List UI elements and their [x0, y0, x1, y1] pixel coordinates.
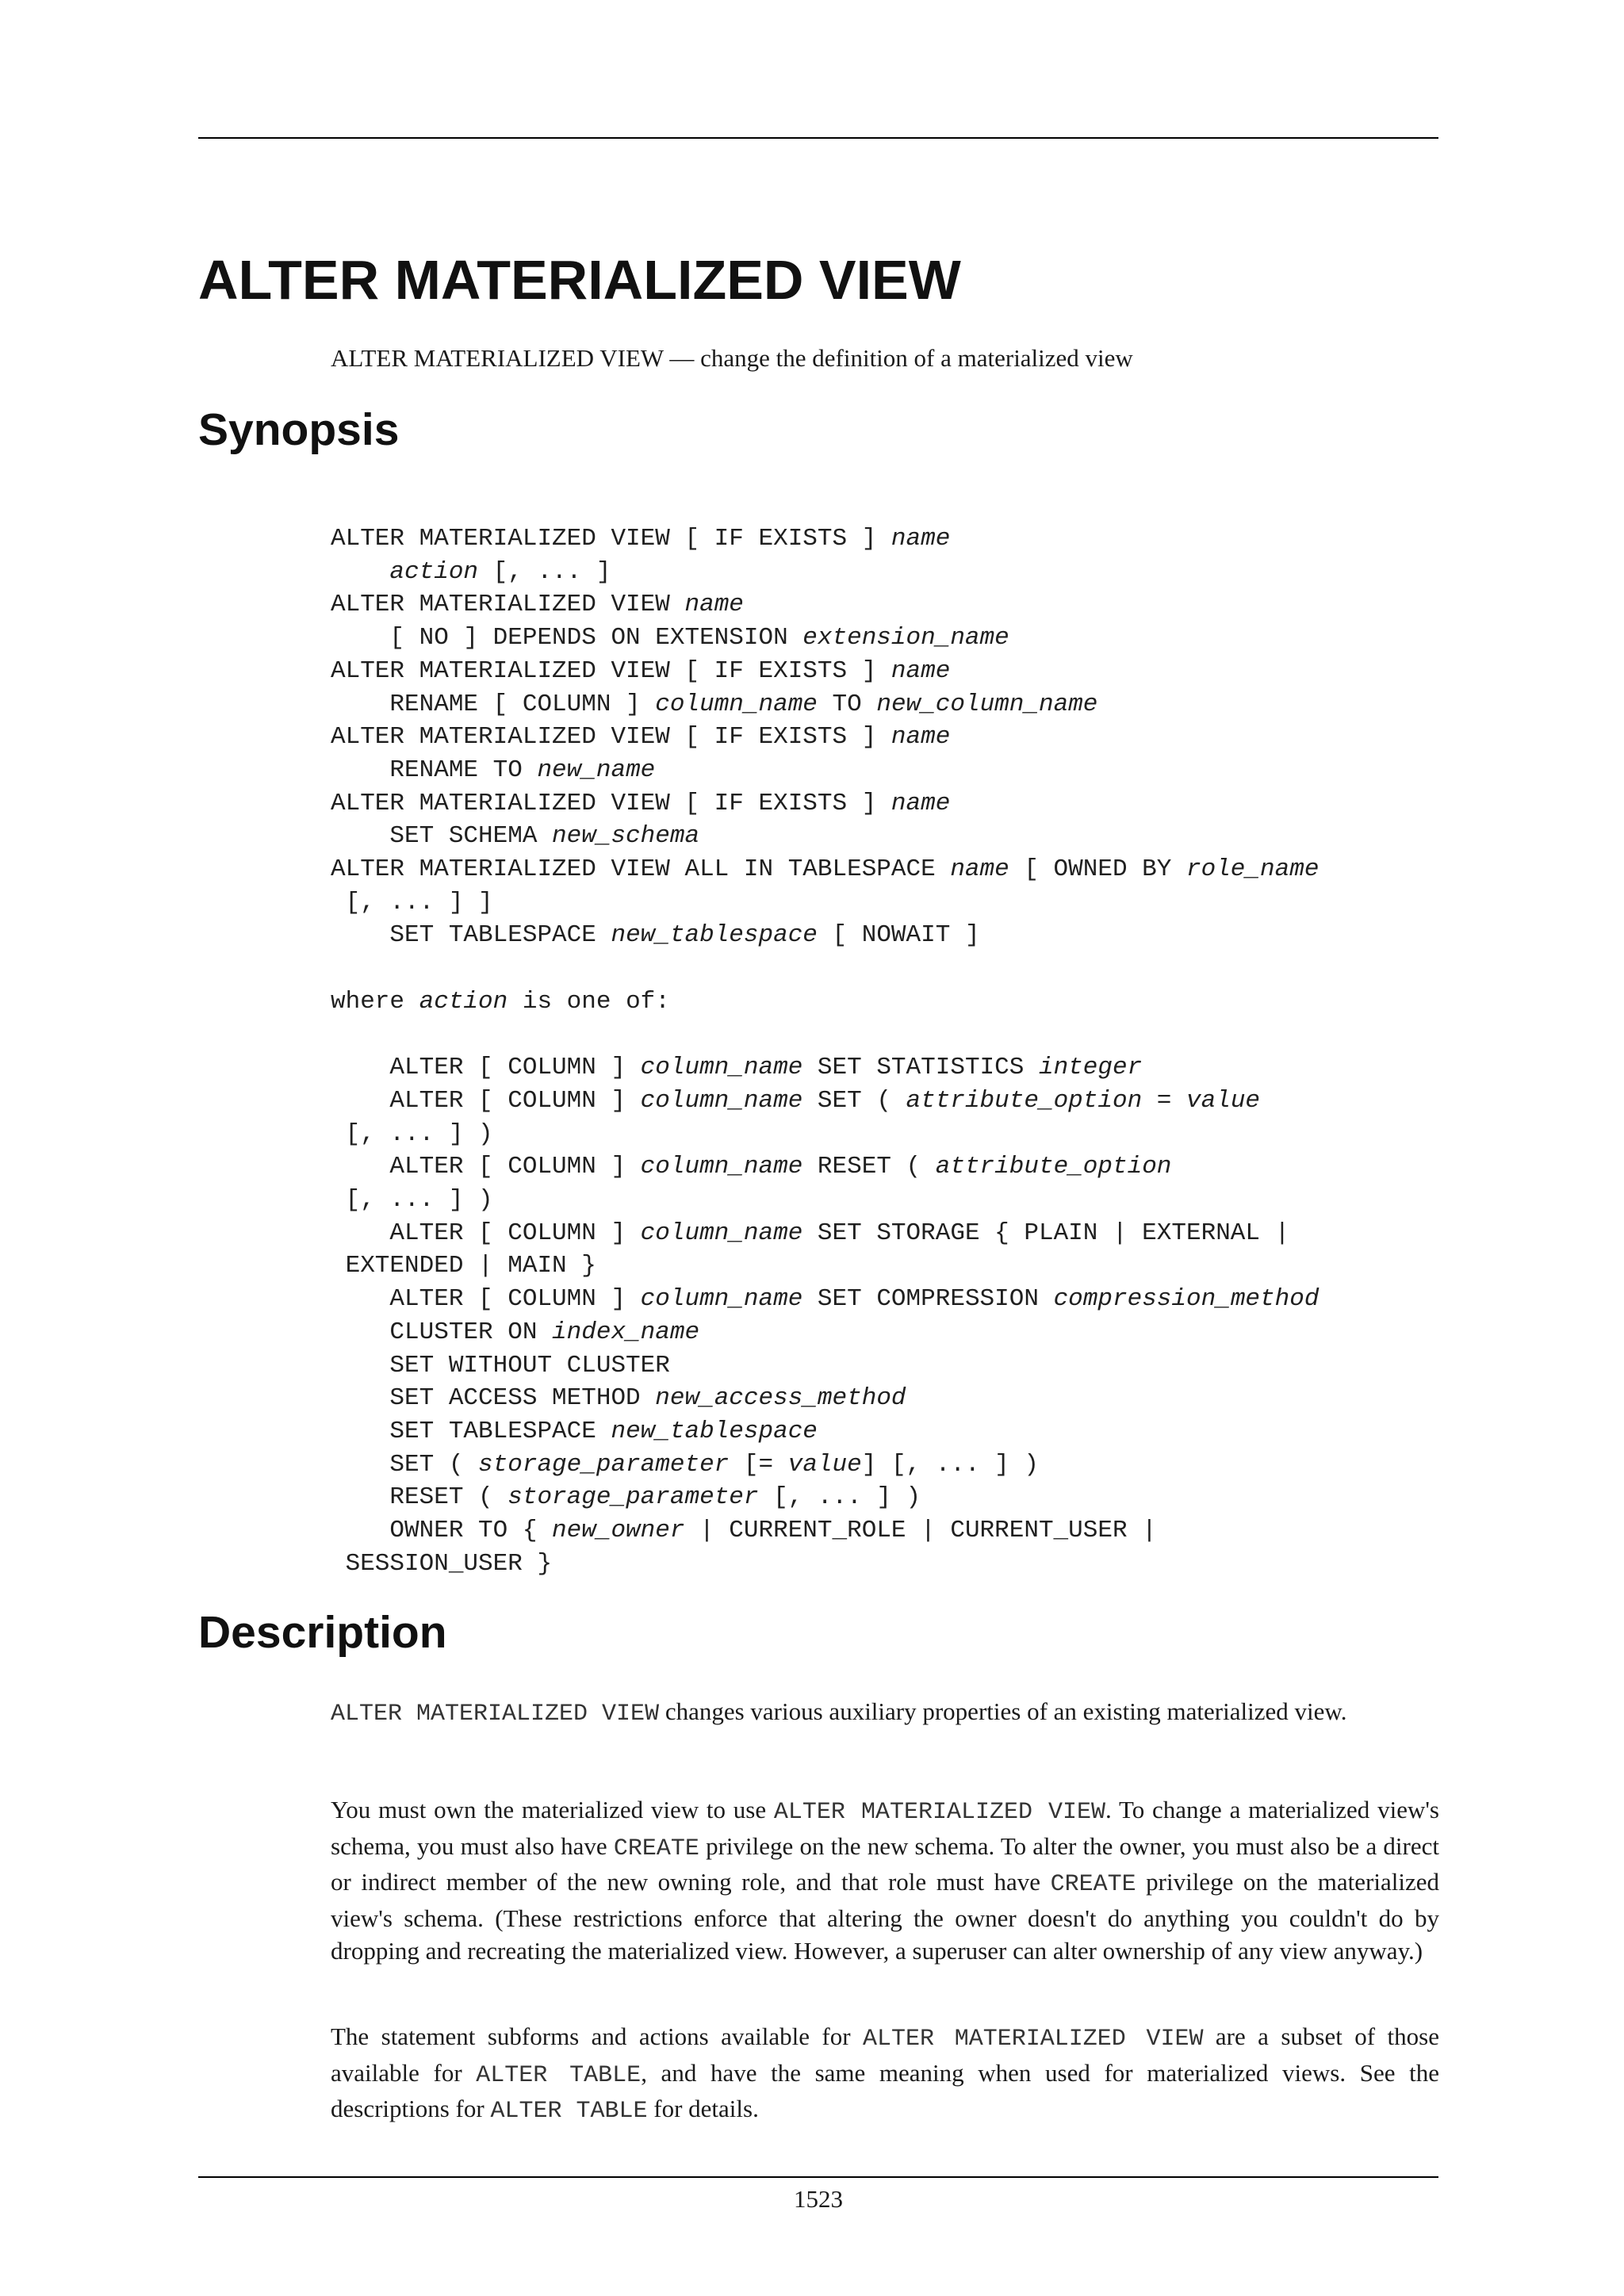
synopsis-text: RESET ( [802, 1153, 936, 1181]
synopsis-text: ] [, ... ] ) [861, 1450, 1039, 1479]
synopsis-placeholder: action [389, 557, 479, 586]
synopsis-placeholder: column_name [655, 690, 818, 718]
synopsis-text: [, ... ] ] [331, 888, 493, 916]
inline-code: ALTER MATERIALIZED VIEW [863, 2026, 1204, 2053]
synopsis-placeholder: new_tablespace [611, 921, 818, 950]
inline-code: ALTER MATERIALIZED VIEW [773, 1799, 1106, 1826]
paragraph-text: are a subset of those available for [331, 2022, 1439, 2087]
synopsis-placeholder: role_name [1186, 855, 1320, 884]
inline-code: ALTER TABLE [476, 2061, 642, 2089]
page-number: 1523 [794, 2185, 843, 2213]
synopsis-text: SET ( [802, 1086, 906, 1115]
paragraph-text: , and have the same meaning when used for materialized views. See the descriptions for [331, 2058, 1439, 2123]
synopsis-text: | CURRENT_ROLE | CURRENT_USER | [684, 1517, 1157, 1545]
synopsis-placeholder: new_name [537, 756, 656, 784]
synopsis-text: ALTER MATERIALIZED VIEW [331, 591, 685, 619]
synopsis-placeholder: action [419, 987, 508, 1016]
synopsis-text: SET ACCESS METHOD [331, 1384, 656, 1413]
synopsis-text: SET SCHEMA [331, 822, 553, 851]
synopsis-placeholder: new_owner [552, 1517, 685, 1545]
synopsis-placeholder: name [891, 525, 951, 553]
synopsis-placeholder: compression_method [1053, 1285, 1320, 1314]
synopsis-placeholder: name [684, 591, 744, 619]
synopsis-text: SET ( [331, 1450, 479, 1479]
synopsis-placeholder: column_name [640, 1153, 803, 1181]
synopsis-text: [, ... ] ) [758, 1483, 921, 1512]
synopsis-placeholder: value [787, 1450, 862, 1479]
synopsis-text: RESET ( [331, 1483, 508, 1512]
synopsis-placeholder: name [950, 855, 1009, 884]
synopsis-placeholder: attribute_option [935, 1153, 1172, 1181]
paragraph-text: You must own the materialized view to use [331, 1796, 774, 1823]
synopsis-text: [, ... ] ) [331, 1119, 493, 1148]
synopsis-placeholder: name [891, 789, 951, 817]
inline-code: CREATE [1050, 1871, 1136, 1899]
synopsis-placeholder: new_column_name [876, 690, 1098, 718]
synopsis-placeholder: column_name [640, 1219, 803, 1247]
synopsis-placeholder: new_schema [552, 822, 700, 851]
synopsis-placeholder: new_access_method [655, 1384, 906, 1413]
synopsis-placeholder: value [1186, 1086, 1261, 1115]
synopsis-placeholder: index_name [552, 1318, 700, 1346]
synopsis-placeholder: column_name [640, 1054, 803, 1082]
synopsis-placeholder: storage_parameter [478, 1450, 730, 1479]
synopsis-text: SET COMPRESSION [802, 1285, 1054, 1314]
description-paragraph [331, 1793, 1439, 1968]
synopsis-heading: Synopsis [198, 404, 400, 455]
synopsis-placeholder: column_name [640, 1086, 803, 1115]
description-paragraph [331, 2020, 1439, 2129]
synopsis-text: RENAME [ COLUMN ] [331, 690, 656, 718]
header-rule [198, 137, 1438, 139]
synopsis-text: ALTER MATERIALIZED VIEW ALL IN TABLESPACE [331, 855, 951, 884]
synopsis-text: ALTER MATERIALIZED VIEW [ IF EXISTS ] [331, 723, 891, 752]
synopsis-text: ALTER MATERIALIZED VIEW [ IF EXISTS ] [331, 656, 891, 685]
description-heading: Description [198, 1607, 447, 1658]
synopsis-text: [= [729, 1450, 788, 1479]
footer-rule [198, 2176, 1438, 2178]
synopsis-text: ALTER [ COLUMN ] [331, 1153, 641, 1181]
synopsis-text: ALTER [ COLUMN ] [331, 1054, 641, 1082]
page-title: ALTER MATERIALIZED VIEW [198, 249, 961, 311]
synopsis-placeholder: attribute_option [906, 1086, 1143, 1115]
synopsis-text: SET WITHOUT CLUSTER [331, 1351, 670, 1380]
synopsis-text: [, ... ] [478, 557, 611, 586]
synopsis-text: SET STORAGE { PLAIN | EXTERNAL | [802, 1219, 1290, 1247]
paragraph-text: . To change a materialized view's schema, you must also have [331, 1796, 1439, 1860]
synopsis-text: OWNER TO { [331, 1517, 553, 1545]
synopsis-text: [ NO ] DEPENDS ON EXTENSION [331, 624, 803, 652]
synopsis-text: SET TABLESPACE [331, 921, 611, 950]
synopsis-placeholder: name [891, 656, 951, 685]
synopsis-text: ALTER [ COLUMN ] [331, 1285, 641, 1314]
paragraph-text: for details. [647, 2095, 759, 2123]
synopsis-text: [, ... ] ) [331, 1186, 493, 1215]
synopsis-text: where [331, 987, 419, 1016]
synopsis-placeholder: column_name [640, 1285, 803, 1314]
inline-code: ALTER TABLE [490, 2098, 648, 2126]
synopsis-text: EXTENDED | MAIN } [331, 1252, 596, 1280]
synopsis-placeholder: name [891, 723, 951, 752]
synopsis-text: [ OWNED BY [1009, 855, 1186, 884]
synopsis-text [331, 558, 389, 586]
synopsis-text: ALTER MATERIALIZED VIEW [ IF EXISTS ] [331, 789, 891, 817]
synopsis-placeholder: new_tablespace [611, 1417, 818, 1445]
synopsis-code-block [331, 522, 1319, 1581]
synopsis-text: is one of: [508, 987, 670, 1016]
synopsis-text: ALTER [ COLUMN ] [331, 1219, 641, 1247]
synopsis-text: TO [817, 690, 877, 718]
synopsis-text: SET STATISTICS [802, 1054, 1039, 1082]
synopsis-placeholder: integer [1038, 1054, 1143, 1082]
synopsis-placeholder: storage_parameter [508, 1483, 759, 1512]
paragraph-text: changes various auxiliary properties of an existing materialized view. [659, 1697, 1347, 1725]
synopsis-text: CLUSTER ON [331, 1318, 553, 1346]
synopsis-text: SET TABLESPACE [331, 1417, 611, 1445]
synopsis-placeholder: extension_name [802, 624, 1009, 652]
paragraph-text: privilege on the new schema. To alter the owner, you must also be a direct or indirect member of the new owning role, and that role must have [331, 1831, 1439, 1896]
description-paragraph [331, 1695, 1439, 1732]
inline-code: ALTER MATERIALIZED VIEW [331, 1701, 660, 1728]
synopsis-text: [ NOWAIT ] [817, 921, 980, 950]
paragraph-text: privilege on the materialized view's schema. (These restrictions enforce that altering the owner doesn't do anything you couldn't do by dropping and recreating the materialized view. However, a superuser can alter ownership of any view anyway.) [331, 1868, 1439, 1965]
inline-code: CREATE [613, 1835, 699, 1862]
synopsis-text: RENAME TO [331, 756, 538, 784]
paragraph-text: The statement subforms and actions available for [331, 2022, 864, 2050]
synopsis-text: ALTER MATERIALIZED VIEW [ IF EXISTS ] [331, 525, 891, 553]
synopsis-text: = [1142, 1086, 1187, 1115]
synopsis-text: ALTER [ COLUMN ] [331, 1086, 641, 1115]
refpurpose: ALTER MATERIALIZED VIEW — change the definition of a materialized view [331, 344, 1133, 372]
synopsis-text: SESSION_USER } [331, 1549, 553, 1578]
